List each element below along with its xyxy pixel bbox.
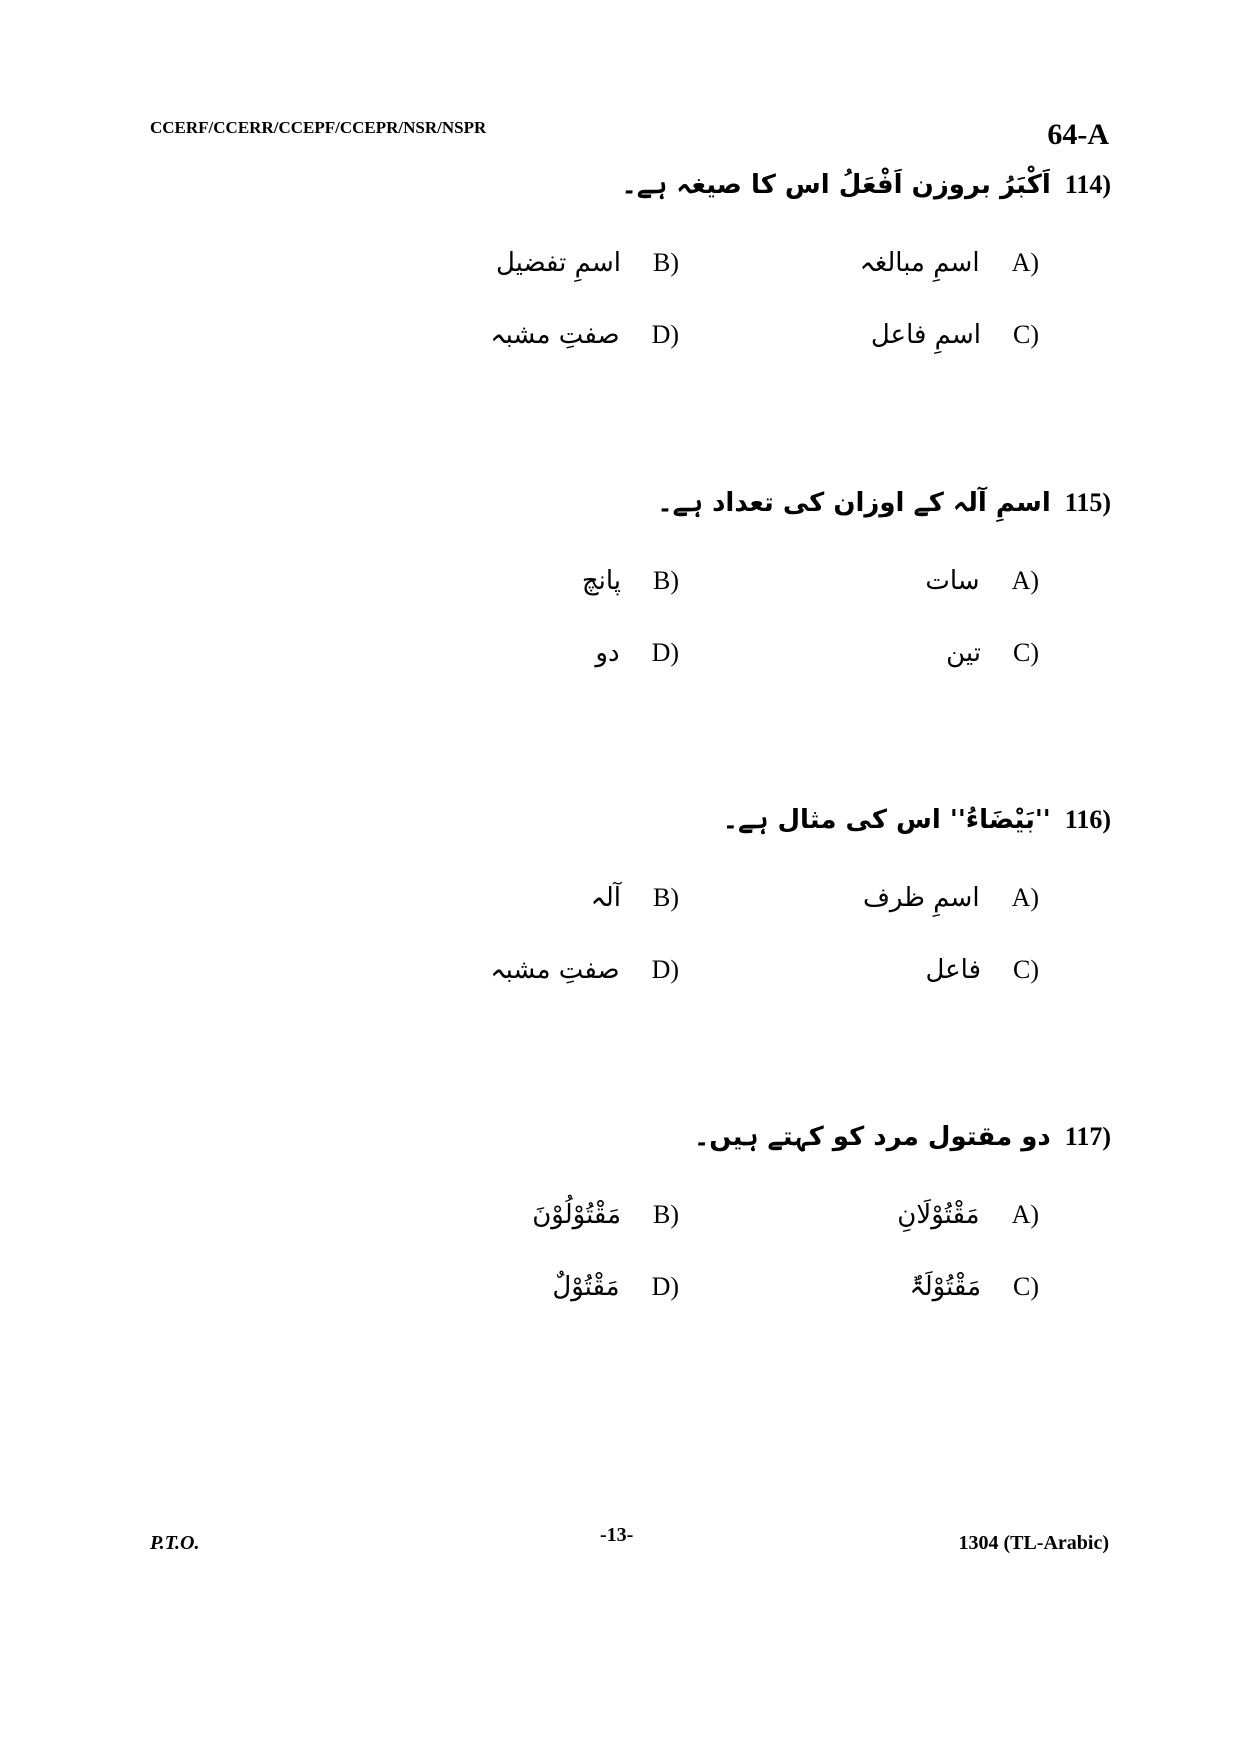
option-a[interactable] (679, 248, 1111, 292)
question-114 (131, 170, 1111, 364)
option-text: صفتِ مشبہ (490, 955, 620, 985)
option-text: پانچ (581, 566, 621, 596)
subject-code-footer: 1304 (TL-Arabic) (958, 1532, 1109, 1554)
option-c[interactable] (679, 955, 1111, 999)
options-row (131, 955, 1111, 999)
pto-footer: P.T.O. (150, 1532, 200, 1554)
option-text: آلہ (590, 883, 621, 913)
option-label: A) (1011, 883, 1039, 912)
option-d[interactable] (319, 638, 679, 682)
option-text: مَقْتُوْلَانِ (897, 1200, 980, 1230)
option-label: D) (651, 1272, 679, 1301)
option-label: C) (1013, 955, 1039, 984)
options-row (131, 248, 1111, 292)
option-text: اسمِ تفضیل (495, 248, 621, 278)
option-b[interactable] (319, 248, 679, 292)
question-text: اَکْبَرُ بروزن اَفْعَلُ اس کا صیغہ ہے۔ (621, 170, 1051, 200)
options-row (131, 1200, 1111, 1244)
option-c[interactable] (679, 638, 1111, 682)
option-label: A) (1011, 1200, 1039, 1229)
question-number: 115) (1064, 488, 1111, 517)
question-stem (131, 805, 1111, 855)
page-number: -13- (600, 1524, 634, 1546)
option-b[interactable] (319, 1200, 679, 1244)
options-row (131, 320, 1111, 364)
question-stem (131, 1122, 1111, 1172)
question-text: دو مقتول مرد کو کہتے ہیں۔ (694, 1122, 1051, 1152)
option-text: سات (925, 566, 980, 596)
option-text: اسمِ ظرف (862, 883, 980, 913)
option-a[interactable] (679, 883, 1111, 927)
option-label: D) (651, 638, 679, 667)
question-117 (131, 1122, 1111, 1316)
option-b[interactable] (319, 883, 679, 927)
options-row (131, 883, 1111, 927)
option-label: A) (1011, 248, 1039, 277)
question-115 (131, 488, 1111, 682)
option-d[interactable] (319, 320, 679, 364)
question-number: 117) (1064, 1122, 1111, 1151)
option-label: C) (1013, 1272, 1039, 1301)
question-text: ''بَیْضَاءُ'' اس کی مثال ہے۔ (722, 805, 1051, 835)
option-text: دو (595, 638, 620, 668)
option-label: B) (653, 248, 679, 277)
option-label: C) (1013, 638, 1039, 667)
option-c[interactable] (679, 320, 1111, 364)
question-stem (131, 170, 1111, 220)
options-row (131, 1272, 1111, 1316)
exam-codes-header: CCERF/CCERR/CCEPF/CCEPR/NSR/NSPR (150, 118, 487, 137)
option-b[interactable] (319, 566, 679, 610)
question-number: 114) (1064, 170, 1111, 199)
option-label: B) (653, 1200, 679, 1229)
question-number: 116) (1064, 805, 1111, 834)
option-label: C) (1013, 320, 1039, 349)
option-text: مَقْتُوْلَۃٌ (909, 1272, 981, 1302)
option-text: مَقْتُوْلٌ (552, 1272, 620, 1302)
option-text: فاعل (925, 955, 981, 985)
option-text: اسمِ مبالغہ (859, 248, 980, 278)
options-row (131, 638, 1111, 682)
question-text: اسمِ آلہ کے اوزان کی تعداد ہے۔ (657, 488, 1051, 518)
paper-code: 64-A (1047, 118, 1109, 151)
options-row (131, 566, 1111, 610)
option-text: تین (946, 638, 981, 668)
option-c[interactable] (679, 1272, 1111, 1316)
option-text: مَقْتُوْلُوْنَ (532, 1200, 621, 1230)
option-a[interactable] (679, 566, 1111, 610)
question-116 (131, 805, 1111, 999)
option-d[interactable] (319, 1272, 679, 1316)
option-text: صفتِ مشبہ (490, 320, 620, 350)
option-d[interactable] (319, 955, 679, 999)
option-label: B) (653, 883, 679, 912)
option-a[interactable] (679, 1200, 1111, 1244)
option-label: D) (651, 955, 679, 984)
option-label: B) (653, 566, 679, 595)
option-label: D) (651, 320, 679, 349)
option-label: A) (1011, 566, 1039, 595)
question-stem (131, 488, 1111, 538)
option-text: اسمِ فاعل (870, 320, 981, 350)
